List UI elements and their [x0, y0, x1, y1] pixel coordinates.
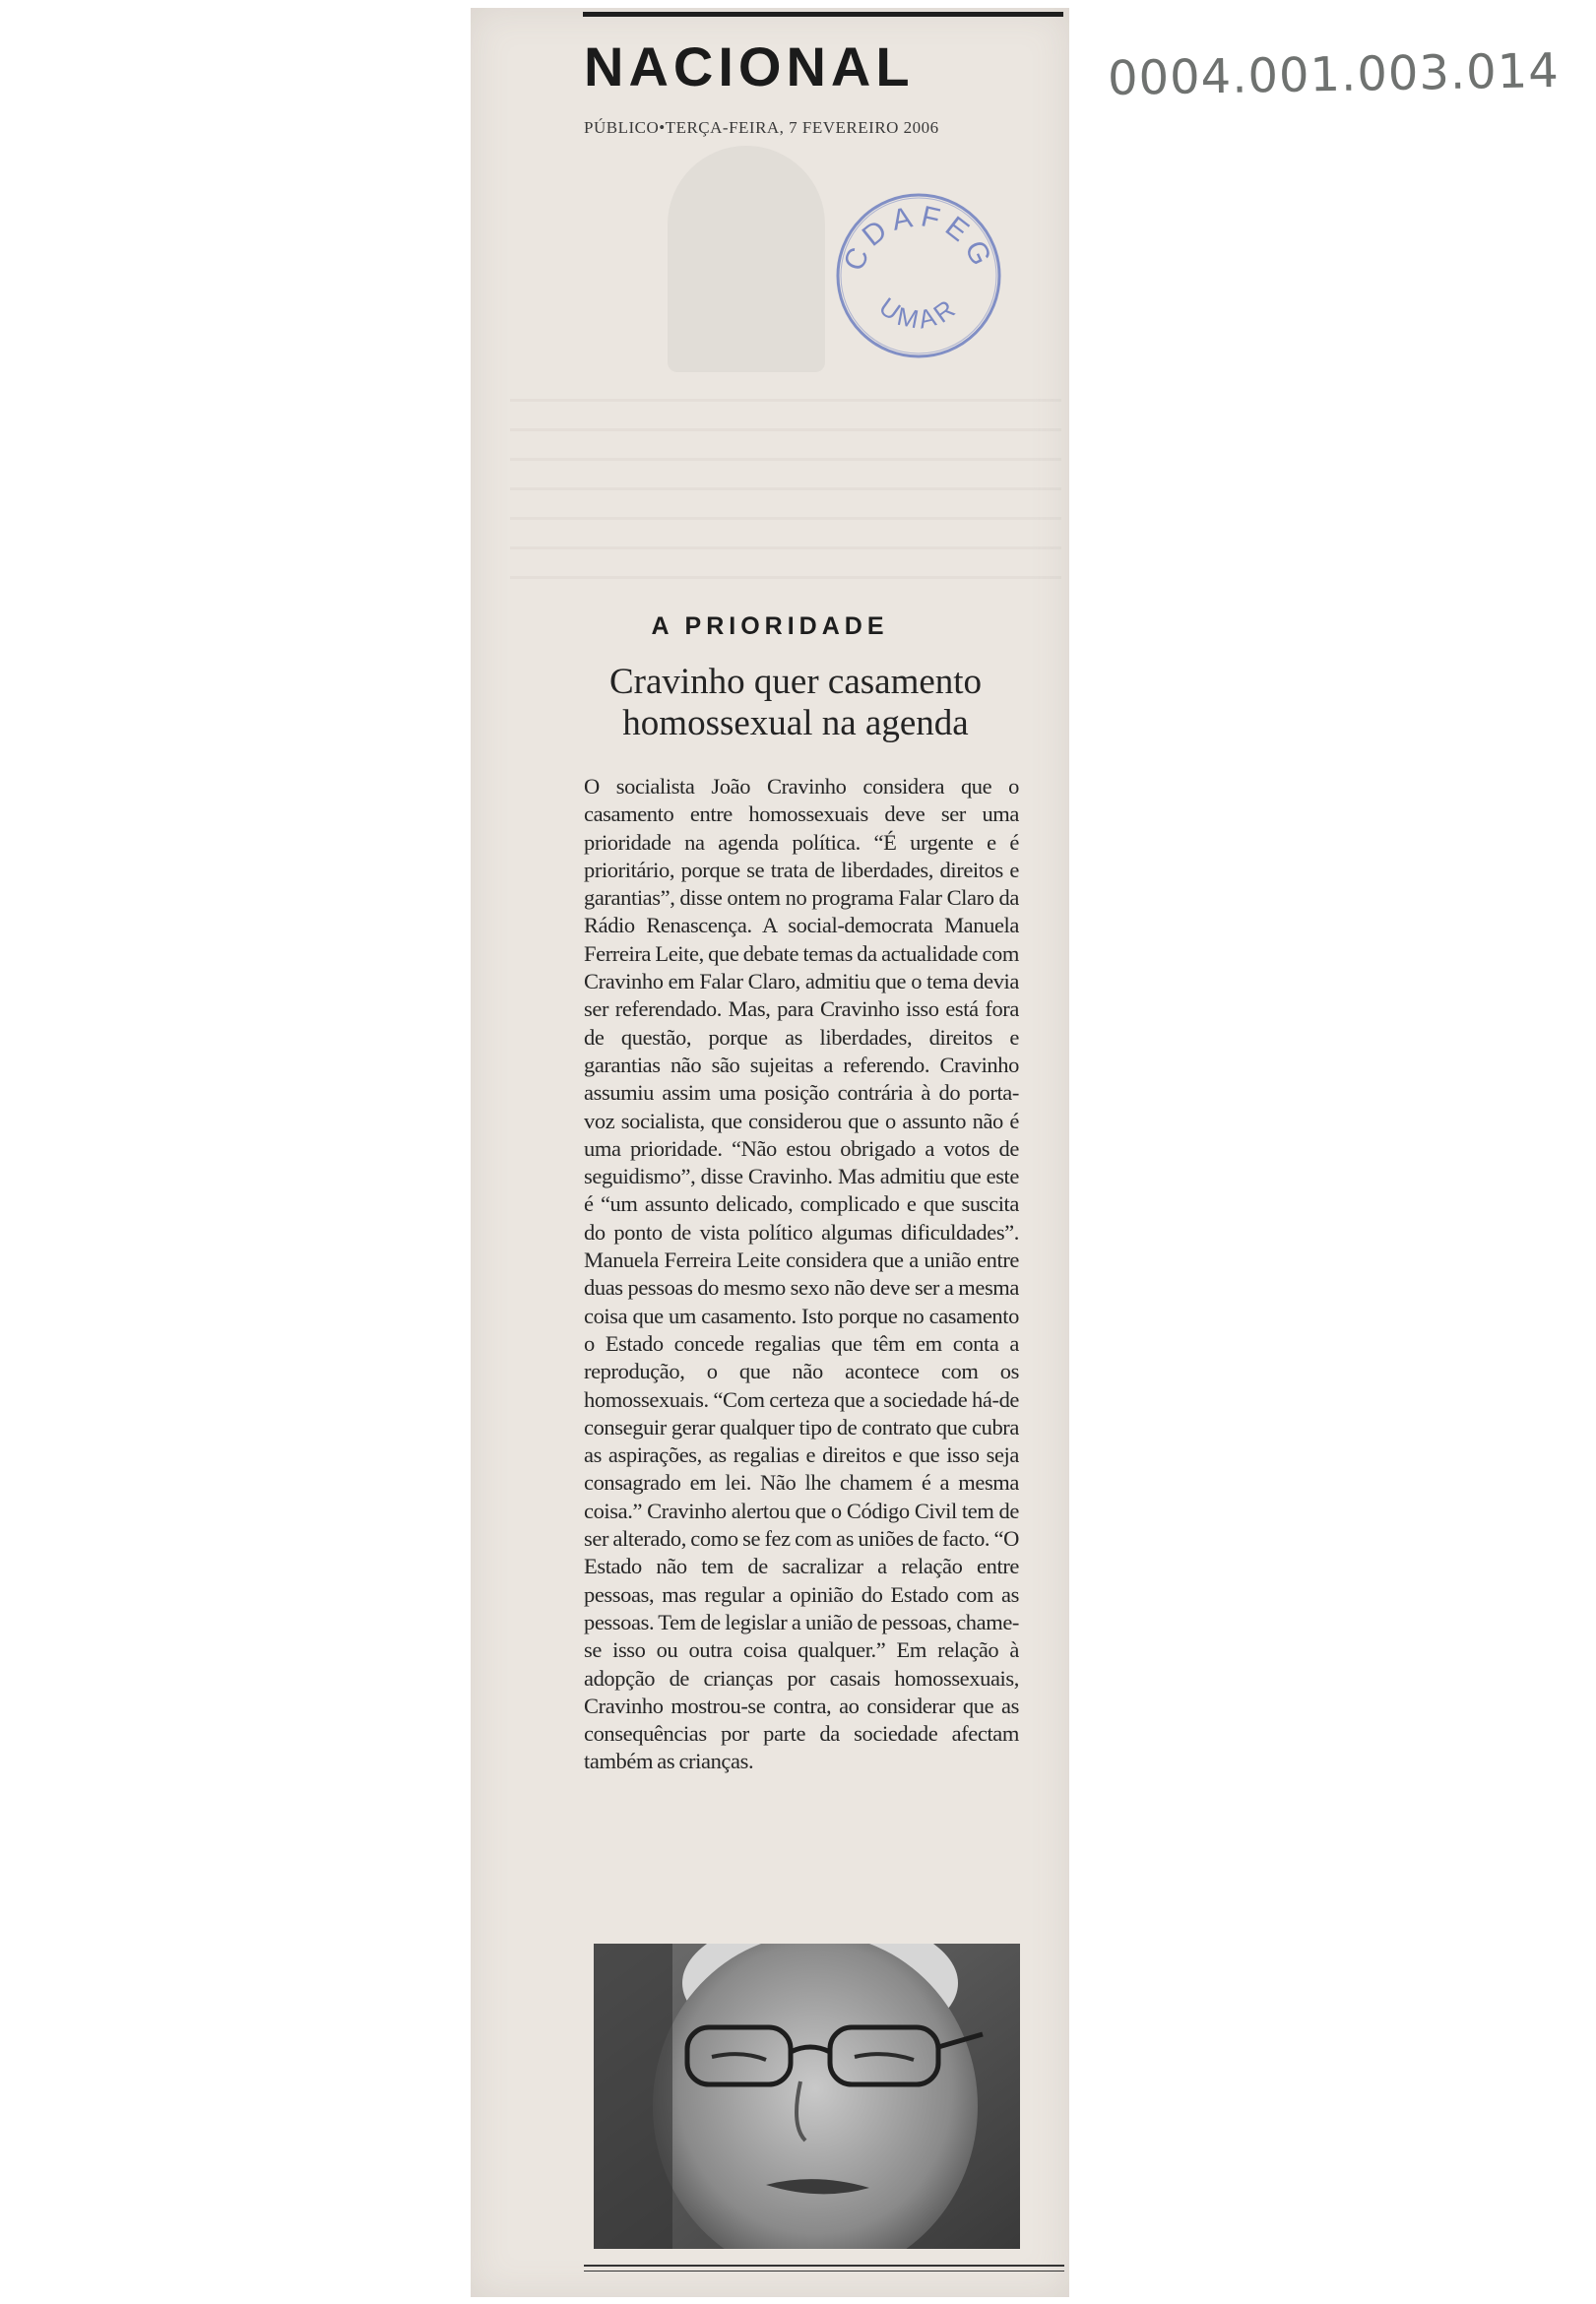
- headline-line-1: Cravinho quer casamento: [608, 662, 983, 702]
- handwritten-archive-number: 0004.001.003.014: [1107, 43, 1561, 106]
- footer-rule-thin: [584, 2271, 1064, 2272]
- svg-text:UMAR: [874, 291, 964, 335]
- cdafeg-umar-stamp: [832, 189, 1005, 362]
- stamp-bottom-text: UMAR: [873, 291, 964, 336]
- portrait-illustration: [594, 1944, 1020, 2249]
- article-headline: [471, 662, 1120, 744]
- header-rule: [583, 12, 1063, 17]
- svg-text:CDAFEG: [838, 200, 1000, 276]
- footer-rule: [584, 2265, 1064, 2267]
- stamp-top-text: CDAFEG: [837, 200, 1000, 276]
- bleed-through-portrait: [668, 146, 825, 372]
- article-body: O socialista João Cravinho considera que o casamento entre homossexuais deve ser uma prioridade na agenda política. “É urgente e é prioritário, porque se trata de liberdades, direitos e garantias”, disse ontem no programa Falar Claro da Rádio Renascença. A social-democrata Manuela Ferreira Leite, que debate temas da actualidade com Cravinho em Falar Claro, admitiu que o tema devia ser referendado. Mas, para Cravinho isso está fora de questão, porque as liberdades, direitos e garantias não são sujeitas a referendo. Cravinho assumiu assim uma posição contrária à do porta-voz socialista, que considerou que o assunto não é uma prioridade. “Não estou obrigado a votos de seguidismo”, disse Cravinho. Mas admitiu que este é “um assunto delicado, complicado e que suscita do ponto de vista político algumas dificuldades”. Manuela Ferreira Leite considera que a união entre duas pessoas do mesmo sexo não deve ser a mesma coisa que um casamento. Isto porque no casamento o Estado concede regalias que têm em conta a reprodução, o que não acontece com os homossexuais. “Com certeza que a sociedade há-de conseguir gerar qualquer tipo de contrato que cubra as aspirações, as regalias e direitos e que isso seja consagrado em lei. Não lhe chamem é a mesma coisa.” Cravinho alertou que o Código Civil tem de ser alterado, como se fez com as uniões de facto. “O Estado não tem de sacralizar a relação entre pessoas, mas regular a opinião do Estado com as pessoas. Tem de legislar a união de pessoas, chame-se isso ou outra coisa qualquer.” Em relação à adopção de crianças por casais homossexuais, Cravinho mostrou-se contra, ao considerar que as consequências por parte da sociedade afectam também as crianças.: [584, 774, 1019, 1774]
- section-title: NACIONAL: [584, 35, 915, 97]
- article-kicker: A PRIORIDADE: [651, 612, 889, 640]
- headline-line-2: homossexual na agenda: [622, 703, 969, 743]
- dateline: PÚBLICO•TERÇA-FEIRA, 7 FEVEREIRO 2006: [584, 118, 939, 137]
- portrait-photo: [594, 1944, 1020, 2249]
- bleed-through-texture: [510, 382, 1061, 579]
